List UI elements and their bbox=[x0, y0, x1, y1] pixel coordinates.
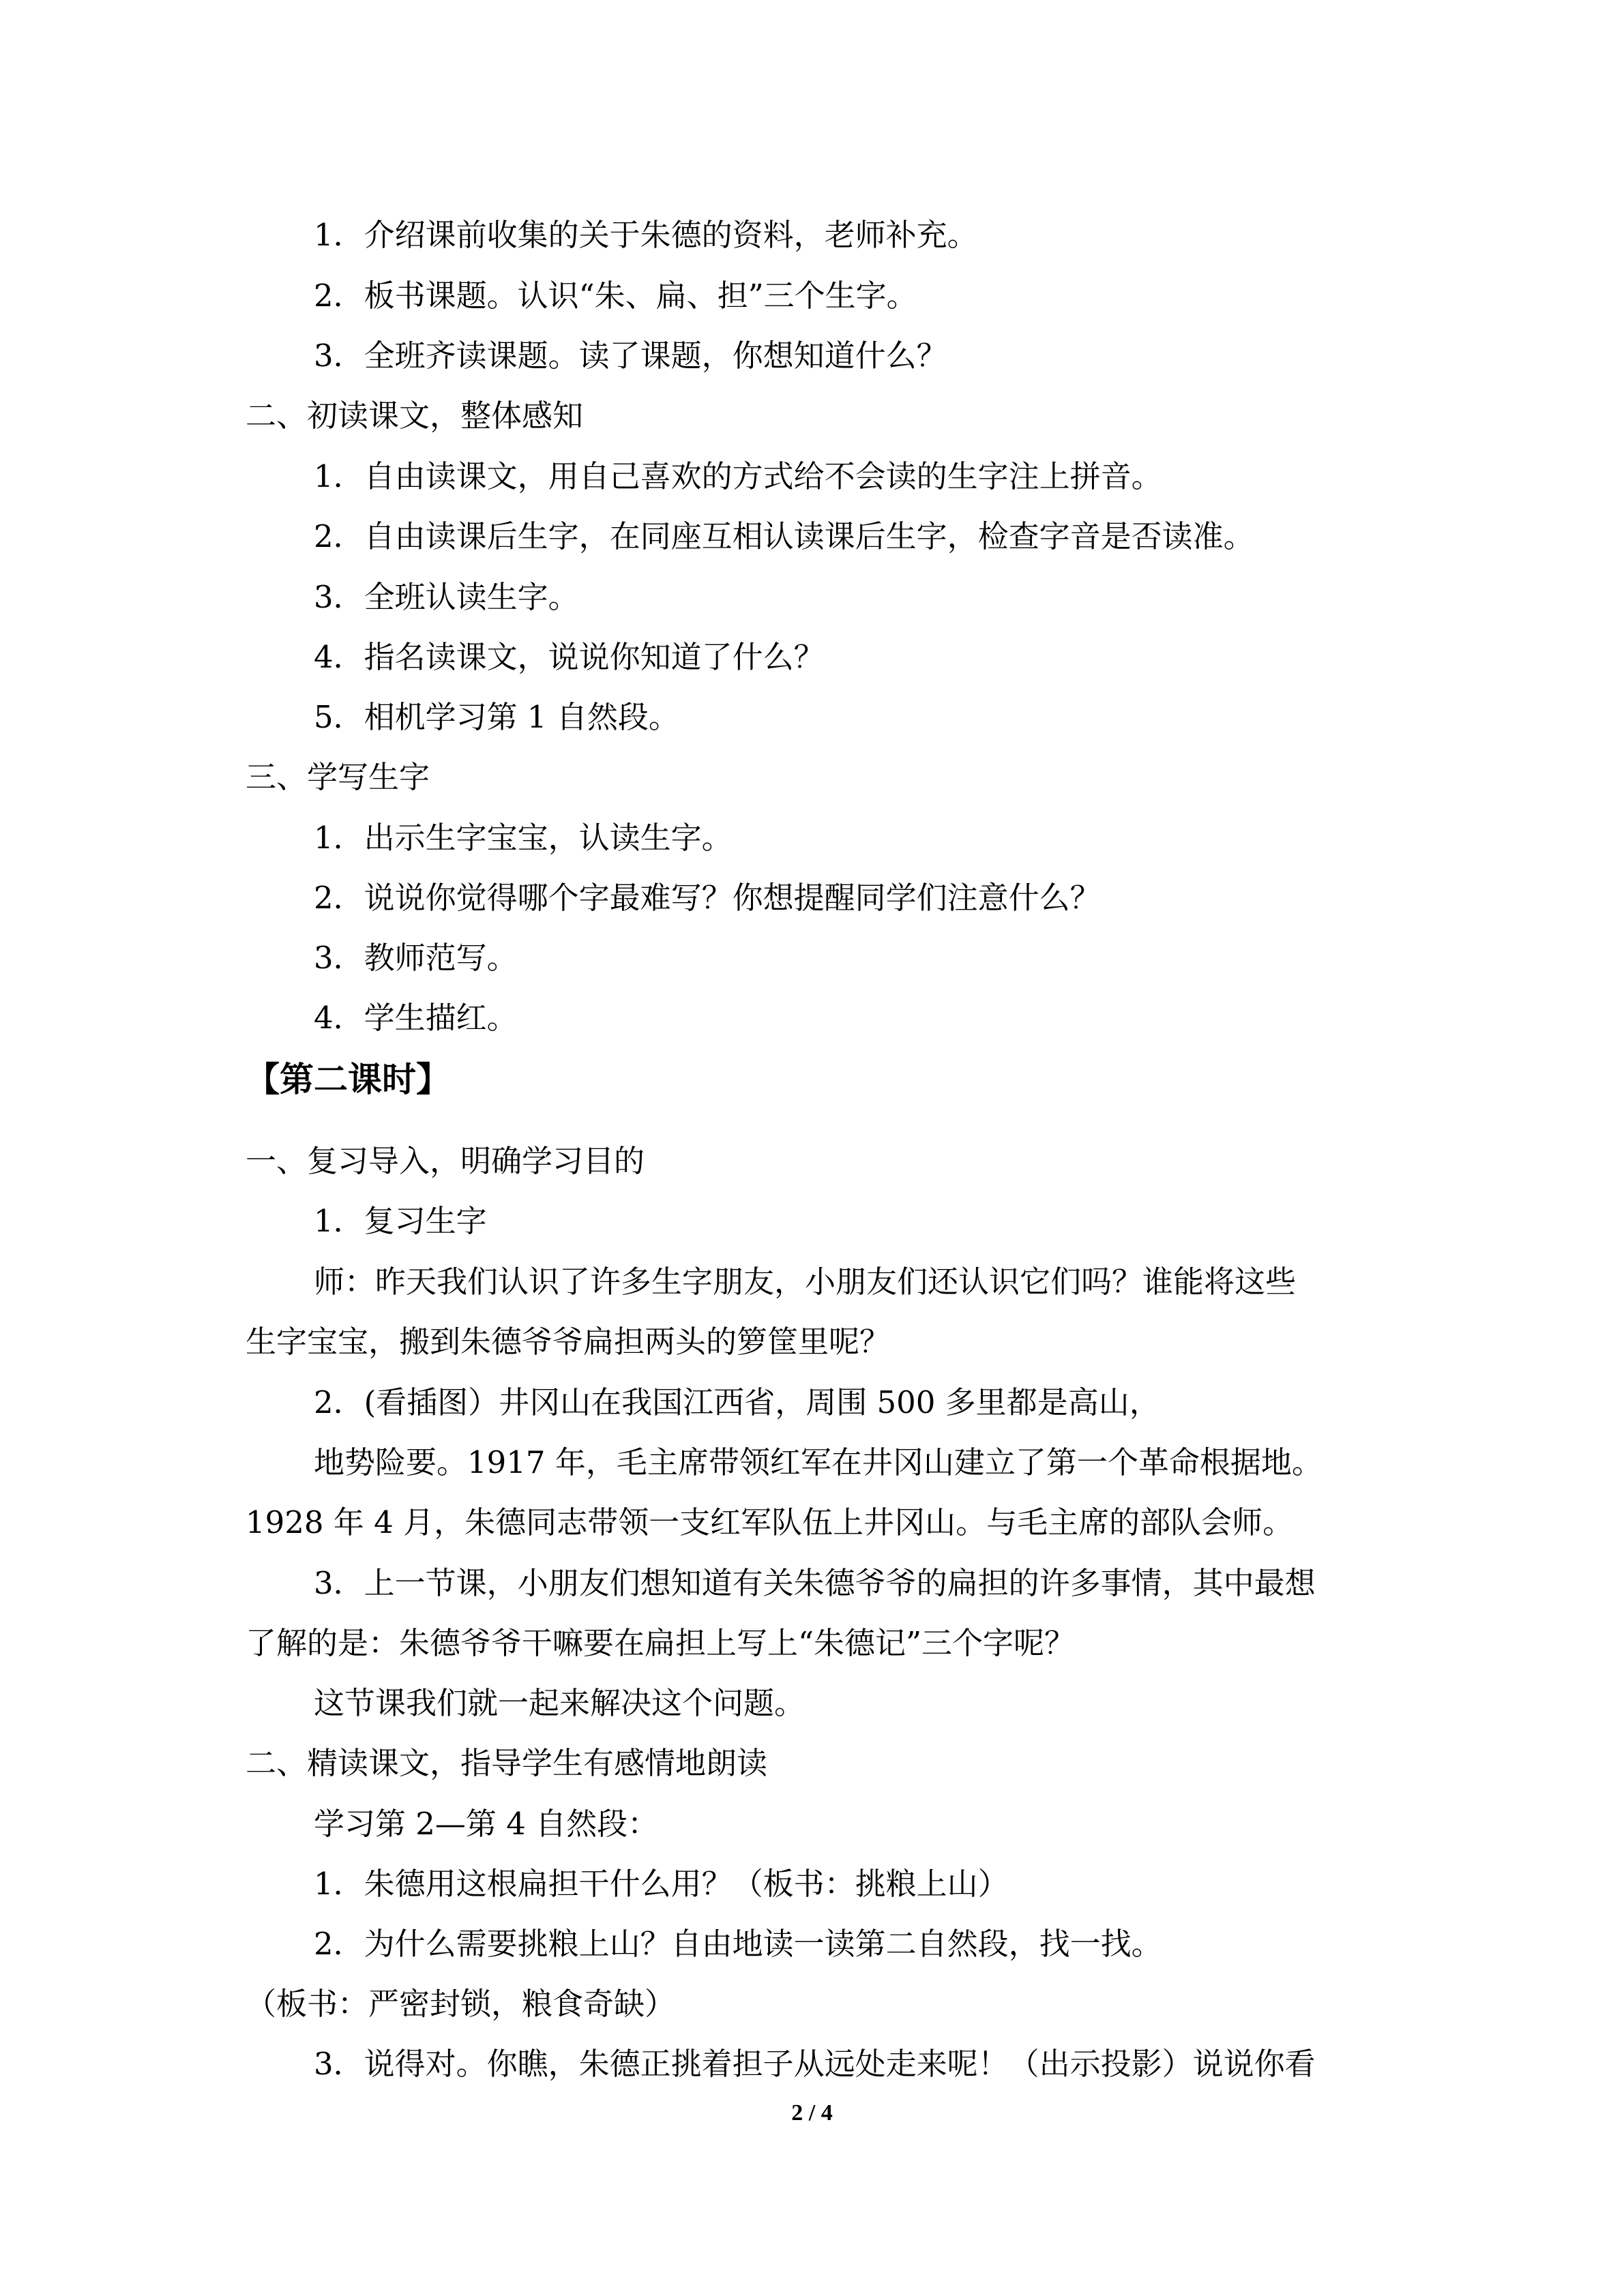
text-line-18: 师：昨天我们认识了许多生字朋友，小朋友们还认识它们吗？谁能将这些 bbox=[314, 1264, 1297, 1300]
text-line-24: 了解的是：朱德爷爷干嘛要在扁担上写上“朱德记”三个字呢？ bbox=[246, 1625, 1076, 1661]
text-line-11: 1．出示生字宝宝，认读生字。 bbox=[314, 820, 733, 856]
text-line-19: 生字宝宝，搬到朱德爷爷扁担两头的箩筐里呢？ bbox=[246, 1324, 891, 1360]
text-line-14: 4．学生描红。 bbox=[314, 1000, 518, 1036]
text-line-31: 3．说得对。你瞧，朱德正挑着担子从远处走来呢！（出示投影）说说你看 bbox=[314, 2046, 1316, 2082]
text-line-2: 2．板书课题。认识“朱、扁、担”三个生字。 bbox=[314, 278, 917, 314]
text-line-3: 3．全班齐读课题。读了课题，你想知道什么？ bbox=[314, 338, 947, 374]
section-heading-1: 一、复习导入，明确学习目的 bbox=[246, 1143, 645, 1179]
page-number: 2 / 4 bbox=[791, 2100, 833, 2126]
section-heading-2: 二、初读课文，整体感知 bbox=[246, 398, 584, 434]
text-line-7: 3．全班认读生字。 bbox=[314, 579, 579, 615]
text-line-6: 2．自由读课后生字，在同座互相认读课后生字，检查字音是否读准。 bbox=[314, 518, 1254, 554]
text-line-5: 1．自由读课文，用自己喜欢的方式给不会读的生字注上拼音。 bbox=[314, 458, 1162, 494]
text-line-12: 2．说说你觉得哪个字最难写？你想提醒同学们注意什么？ bbox=[314, 880, 1101, 916]
text-line-9: 5．相机学习第 1 自然段。 bbox=[314, 699, 679, 735]
text-line-17: 1．复习生字 bbox=[314, 1203, 487, 1239]
lesson-heading: 【第二课时】 bbox=[246, 1060, 450, 1099]
text-line-27: 学习第 2—第 4 自然段： bbox=[314, 1806, 659, 1842]
text-line-8: 4．指名读课文，说说你知道了什么？ bbox=[314, 639, 825, 675]
text-line-20: 2．(看插图）井冈山在我国江西省，周围 500 多里都是高山， bbox=[314, 1384, 1160, 1420]
text-line-29: 2．为什么需要挑粮上山？自由地读一读第二自然段，找一找。 bbox=[314, 1926, 1162, 1962]
text-line-23: 3．上一节课，小朋友们想知道有关朱德爷爷的扁担的许多事情，其中最想 bbox=[314, 1565, 1316, 1601]
text-line-21: 地势险要。1917 年，毛主席带领红军在井冈山建立了第一个革命根据地。 bbox=[314, 1444, 1323, 1480]
section-heading-3: 三、学写生字 bbox=[246, 759, 430, 795]
text-line-28: 1．朱德用这根扁担干什么用？（板书：挑粮上山） bbox=[314, 1866, 1009, 1902]
text-line-13: 3．教师范写。 bbox=[314, 940, 518, 976]
text-line-22: 1928 年 4 月，朱德同志带领一支红军队伍上井冈山。与毛主席的部队会师。 bbox=[246, 1504, 1294, 1540]
section-heading-4: 二、精读课文，指导学生有感情地朗读 bbox=[246, 1745, 768, 1781]
text-line-25: 这节课我们就一起来解决这个问题。 bbox=[314, 1685, 806, 1721]
text-line-30: （板书：严密封锁，粮食奇缺） bbox=[246, 1986, 676, 2022]
text-line-1: 1．介绍课前收集的关于朱德的资料，老师补充。 bbox=[314, 217, 978, 253]
